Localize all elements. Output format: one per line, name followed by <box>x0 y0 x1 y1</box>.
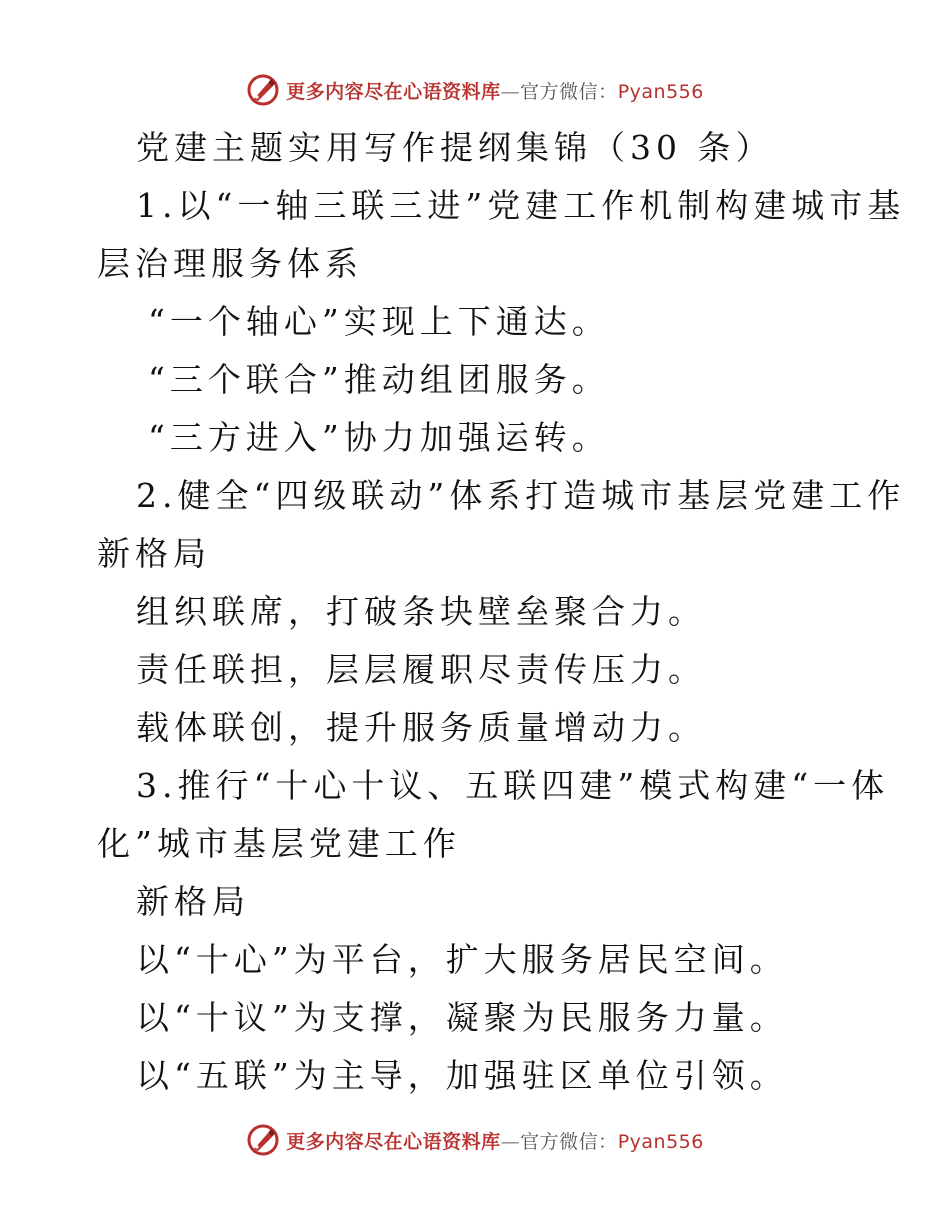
watermark-wechat-id: Pyan556 <box>617 80 704 103</box>
footer-watermark-banner <box>0 1120 950 1160</box>
section-2-point-1: 组织联席，打破条块壁垒聚合力。 <box>136 592 706 631</box>
section-3-point-3: 以“五联”为主导，加强驻区单位引领。 <box>136 1056 788 1095</box>
section-2-heading-continued: 新格局 <box>97 534 211 573</box>
section-1-heading-continued: 层治理服务体系 <box>97 244 363 283</box>
header-watermark-banner <box>0 70 950 110</box>
section-3-heading-subline: 新格局 <box>136 882 250 921</box>
fountain-pen-logo-icon <box>246 73 280 107</box>
footer-watermark <box>246 1123 704 1157</box>
watermark-dash: — <box>500 80 521 103</box>
header-watermark-text <box>286 77 704 104</box>
section-2-heading: 2.健全“四级联动”体系打造城市基层党建工作 <box>136 476 906 515</box>
watermark-label: 官方微信： <box>520 80 618 103</box>
section-3-heading-continued: 化”城市基层党建工作 <box>97 824 461 863</box>
section-1-point-2: “三个联合”推动组团服务。 <box>148 360 610 399</box>
section-1-heading: 1.以“一轴三联三进”党建工作机制构建城市基 <box>136 186 906 225</box>
watermark-dash: — <box>500 1130 521 1153</box>
section-1-point-1: “一个轴心”实现上下通达。 <box>148 302 610 341</box>
watermark-wechat-id: Pyan556 <box>617 1130 704 1153</box>
header-watermark <box>246 73 704 107</box>
fountain-pen-logo-icon <box>246 1123 280 1157</box>
section-3-heading: 3.推行“十心十议、五联四建”模式构建“一体 <box>136 766 890 805</box>
section-3-point-1: 以“十心”为平台，扩大服务居民空间。 <box>136 940 788 979</box>
section-1-point-3: “三方进入”协力加强运转。 <box>148 418 610 457</box>
watermark-label: 官方微信： <box>520 1130 618 1153</box>
section-2-point-3: 载体联创，提升服务质量增动力。 <box>136 708 706 747</box>
document-title: 党建主题实用写作提纲集锦（30 条） <box>136 128 774 167</box>
watermark-main-text: 更多内容尽在心语资料库 <box>286 1130 501 1153</box>
section-2-point-2: 责任联担，层层履职尽责传压力。 <box>136 650 706 689</box>
watermark-main-text: 更多内容尽在心语资料库 <box>286 80 501 103</box>
footer-watermark-text <box>286 1127 704 1154</box>
section-3-point-2: 以“十议”为支撑，凝聚为民服务力量。 <box>136 998 788 1037</box>
